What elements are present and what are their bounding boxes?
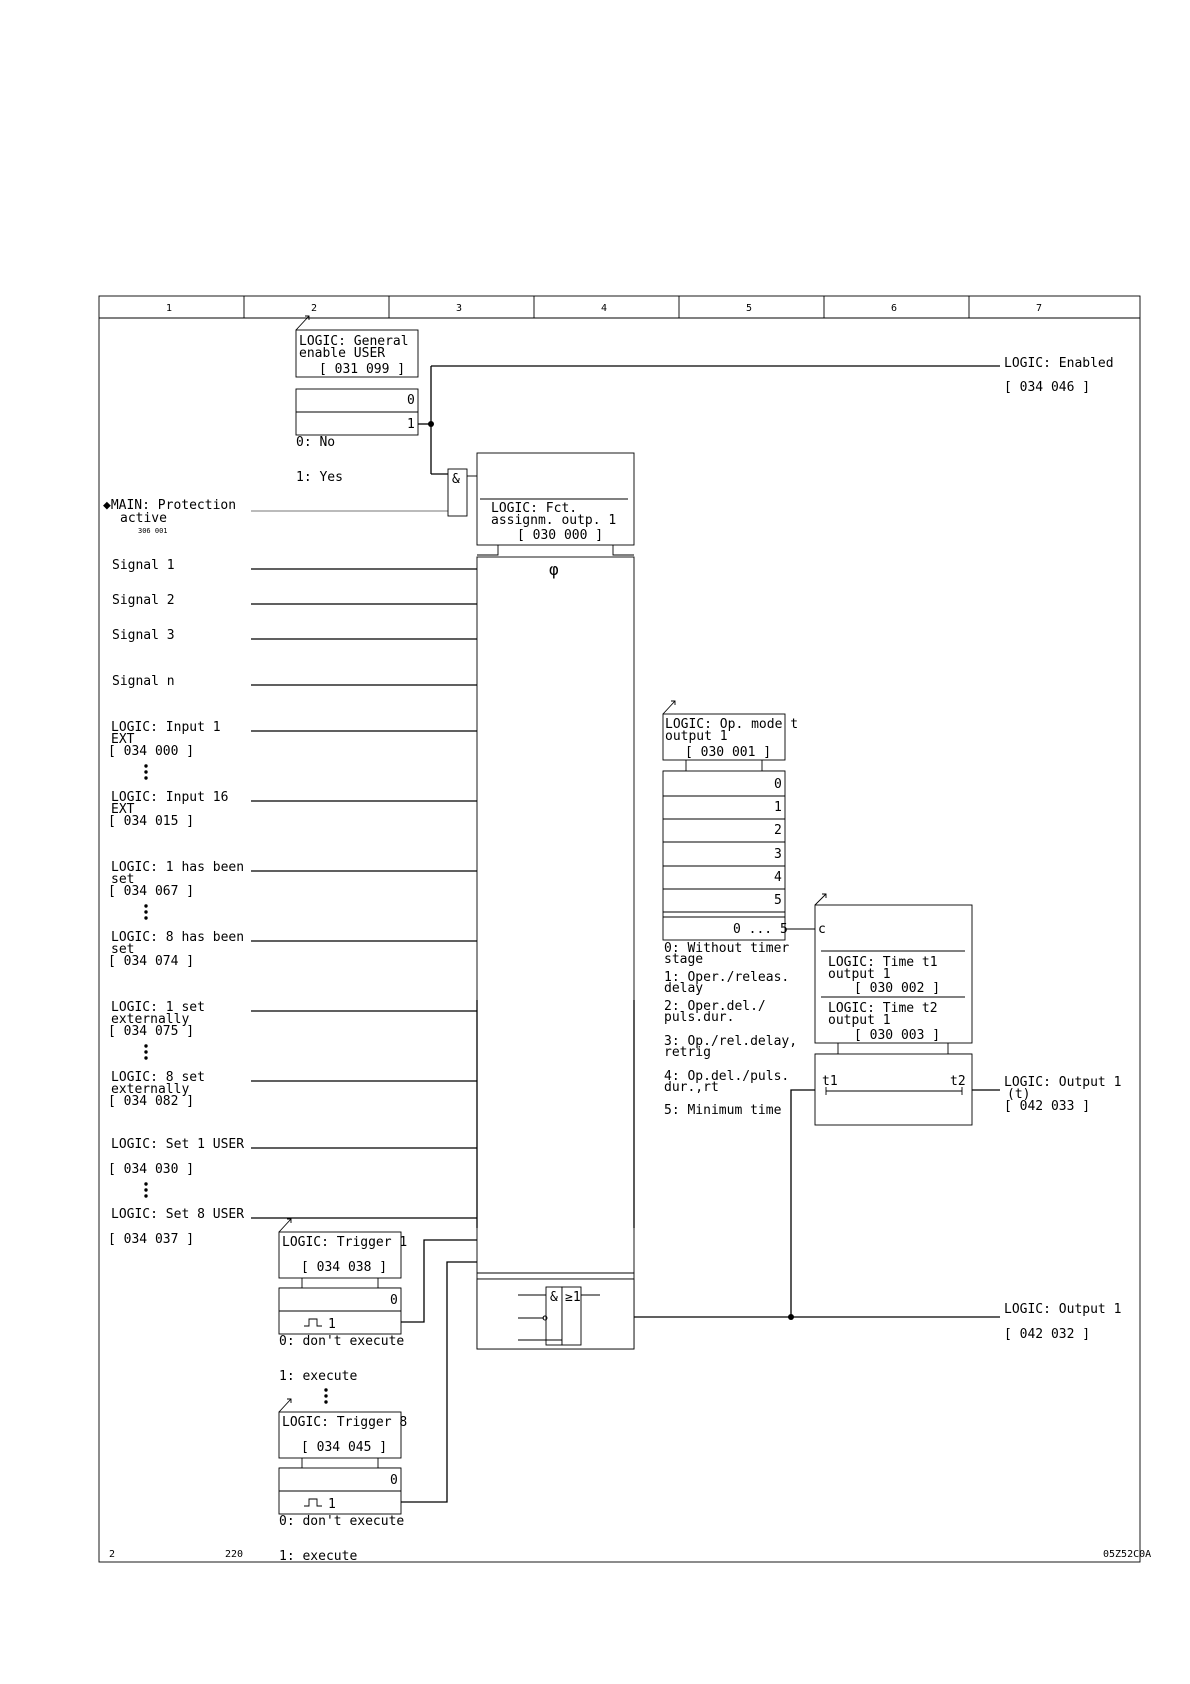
trigger-8-title: LOGIC: Trigger 8 <box>282 1415 408 1430</box>
general-enable-title: LOGIC: General <box>299 334 409 349</box>
input-address: [ 034 030 ] <box>108 1162 195 1177</box>
op-mode-legend: 4: Op.del./puls. <box>664 1069 790 1084</box>
op-mode-option: 4 <box>774 870 782 885</box>
input-address: [ 034 067 ] <box>108 884 195 899</box>
fct-assignment-title: assignm. outp. 1 <box>491 513 617 528</box>
input-label: set <box>111 942 135 957</box>
trigger-8-legend: 0: don't execute <box>279 1514 405 1529</box>
op-mode-option: 5 <box>774 893 782 908</box>
trigger-8-block <box>279 1399 407 1564</box>
op-mode-legend: 5: Minimum time <box>664 1103 782 1118</box>
timer-block <box>815 894 972 1125</box>
footer-number: 220 <box>225 1549 244 1560</box>
timer-c: c <box>818 922 826 937</box>
timer-t1-address: [ 030 002 ] <box>854 981 941 996</box>
op-mode-legend: retrig <box>664 1045 711 1060</box>
timer-t2-address: [ 030 003 ] <box>854 1028 941 1043</box>
trigger-8-legend: 1: execute <box>279 1549 358 1564</box>
input-address: [ 034 037 ] <box>108 1232 195 1247</box>
trigger-1-title: LOGIC: Trigger 1 <box>282 1235 408 1250</box>
output-t-title: (t) <box>1007 1087 1031 1102</box>
output-t-title: LOGIC: Output 1 <box>1004 1075 1122 1090</box>
input-label: EXT <box>111 732 135 747</box>
column-number: 5 <box>746 303 753 314</box>
input-signal-3 <box>112 628 477 643</box>
column-number: 2 <box>311 303 318 314</box>
input-label: set <box>111 872 135 887</box>
output-t-address: [ 042 033 ] <box>1004 1099 1091 1114</box>
output-1-t-label <box>1004 1075 1121 1114</box>
output-gate-and: & <box>550 1290 558 1305</box>
phi-symbol: φ <box>549 560 559 579</box>
input-1-set-externally <box>108 1000 477 1039</box>
op-mode-legend: 3: Op./rel.delay, <box>664 1034 798 1049</box>
output-1-address: [ 042 032 ] <box>1004 1327 1091 1342</box>
ellipsis <box>144 1182 147 1197</box>
main-protection-title: active <box>120 511 167 526</box>
main-protection-label <box>103 498 236 535</box>
input-address: [ 034 074 ] <box>108 954 195 969</box>
input-label: Signal n <box>112 674 175 689</box>
input-label: LOGIC: Input 16 <box>111 790 229 805</box>
op-mode-legend: 1: Oper./releas. <box>664 970 790 985</box>
input-label: LOGIC: 1 set <box>111 1000 205 1015</box>
op-mode-option: 1 <box>774 800 782 815</box>
op-mode-title: LOGIC: Op. mode t <box>665 717 799 732</box>
input-logic-input-1 <box>108 720 477 759</box>
general-enable-address: [ 031 099 ] <box>319 362 406 377</box>
input-label: externally <box>111 1012 190 1027</box>
ellipsis <box>144 1044 147 1059</box>
trigger-1-legend: 0: don't execute <box>279 1334 405 1349</box>
op-mode-block <box>663 701 798 1118</box>
op-mode-option: 2 <box>774 823 782 838</box>
ellipsis <box>144 904 147 919</box>
op-mode-legend: 0: Without timer <box>664 941 790 956</box>
and-gate-symbol: & <box>452 472 460 487</box>
input-label: LOGIC: Set 1 USER <box>111 1137 245 1152</box>
input-label: Signal 3 <box>112 628 175 643</box>
timer-t1-title: LOGIC: Time t1 <box>828 955 938 970</box>
timer-t1-title: output 1 <box>828 967 891 982</box>
trigger-8-option-0: 0 <box>390 1473 398 1488</box>
general-enable-legend: 1: Yes <box>296 470 343 485</box>
input-signal-1 <box>112 558 477 573</box>
input-address: [ 034 075 ] <box>108 1024 195 1039</box>
input-address: [ 034 015 ] <box>108 814 195 829</box>
footer-page: 2 <box>109 1549 116 1560</box>
column-number: 1 <box>166 303 173 314</box>
column-number: 6 <box>891 303 898 314</box>
input-label: LOGIC: 8 set <box>111 1070 205 1085</box>
input-set-1-user <box>108 1137 477 1177</box>
general-enable-legend: 0: No <box>296 435 336 450</box>
general-enable-option-1: 1 <box>407 417 415 432</box>
output-1-title: LOGIC: Output 1 <box>1004 1302 1122 1317</box>
input-label: Signal 1 <box>112 558 175 573</box>
general-enable-block <box>296 316 418 485</box>
timer-t1-label: t1 <box>822 1074 838 1089</box>
input-label: EXT <box>111 802 135 817</box>
op-mode-option: 3 <box>774 847 782 862</box>
input-label: externally <box>111 1082 190 1097</box>
fct-assignment-block <box>477 453 634 555</box>
input-8-has-been-set <box>108 930 477 969</box>
op-mode-legend: dur.,rt <box>664 1080 719 1095</box>
fct-assignment-title: LOGIC: Fct. <box>491 501 578 516</box>
trigger-8-address: [ 034 045 ] <box>301 1440 388 1455</box>
timer-t2-title: output 1 <box>828 1013 891 1028</box>
column-number: 7 <box>1036 303 1043 314</box>
input-logic-input-16 <box>108 790 477 829</box>
op-mode-range: 0 ... 5 <box>733 922 788 937</box>
general-enable-option-0: 0 <box>407 393 415 408</box>
fct-assignment-address: [ 030 000 ] <box>517 528 604 543</box>
op-mode-address: [ 030 001 ] <box>685 745 772 760</box>
trigger-1-option-0: 0 <box>390 1293 398 1308</box>
op-mode-legend: 2: Oper.del./ <box>664 999 766 1014</box>
main-logic-block <box>477 557 634 1349</box>
input-signals <box>108 558 477 1247</box>
trigger-1-block <box>279 1219 407 1384</box>
ellipsis <box>324 1388 327 1403</box>
column-number: 3 <box>456 303 463 314</box>
output-1-label <box>1004 1302 1121 1342</box>
op-mode-legend: delay <box>664 981 704 996</box>
timer-t2-label: t2 <box>950 1074 966 1089</box>
input-label: LOGIC: Input 1 <box>111 720 221 735</box>
op-mode-title: output 1 <box>665 729 728 744</box>
trigger-1-legend: 1: execute <box>279 1369 358 1384</box>
input-address: [ 034 082 ] <box>108 1094 195 1109</box>
op-mode-legend: stage <box>664 952 704 967</box>
trigger-8-option-1: 1 <box>328 1497 336 1512</box>
input-label: LOGIC: Set 8 USER <box>111 1207 245 1222</box>
input-8-set-externally <box>108 1070 477 1109</box>
input-1-has-been-set <box>108 860 477 899</box>
input-label: Signal 2 <box>112 593 175 608</box>
timer-t2-title: LOGIC: Time t2 <box>828 1001 938 1016</box>
input-label: LOGIC: 8 has been <box>111 930 245 945</box>
op-mode-option: 0 <box>774 777 782 792</box>
output-gate-or: ≥1 <box>565 1290 581 1305</box>
input-label: LOGIC: 1 has been <box>111 860 245 875</box>
trigger-1-address: [ 034 038 ] <box>301 1260 388 1275</box>
enabled-output-label: LOGIC: Enabled <box>1004 356 1114 371</box>
trigger-1-option-1: 1 <box>328 1317 336 1332</box>
input-address: [ 034 000 ] <box>108 744 195 759</box>
footer-reference: 05Z52C0A <box>1103 1549 1152 1560</box>
general-enable-title: enable USER <box>299 346 386 361</box>
input-signal-2 <box>112 593 477 608</box>
input-signal-n <box>112 674 477 689</box>
main-protection-address: 306 001 <box>138 527 168 535</box>
column-number: 4 <box>601 303 608 314</box>
column-numbers <box>166 303 1042 314</box>
enabled-output-address: [ 034 046 ] <box>1004 380 1091 395</box>
main-protection-title: ◆MAIN: Protection <box>103 498 237 513</box>
op-mode-legend: puls.dur. <box>664 1010 735 1025</box>
ellipsis <box>144 764 147 779</box>
